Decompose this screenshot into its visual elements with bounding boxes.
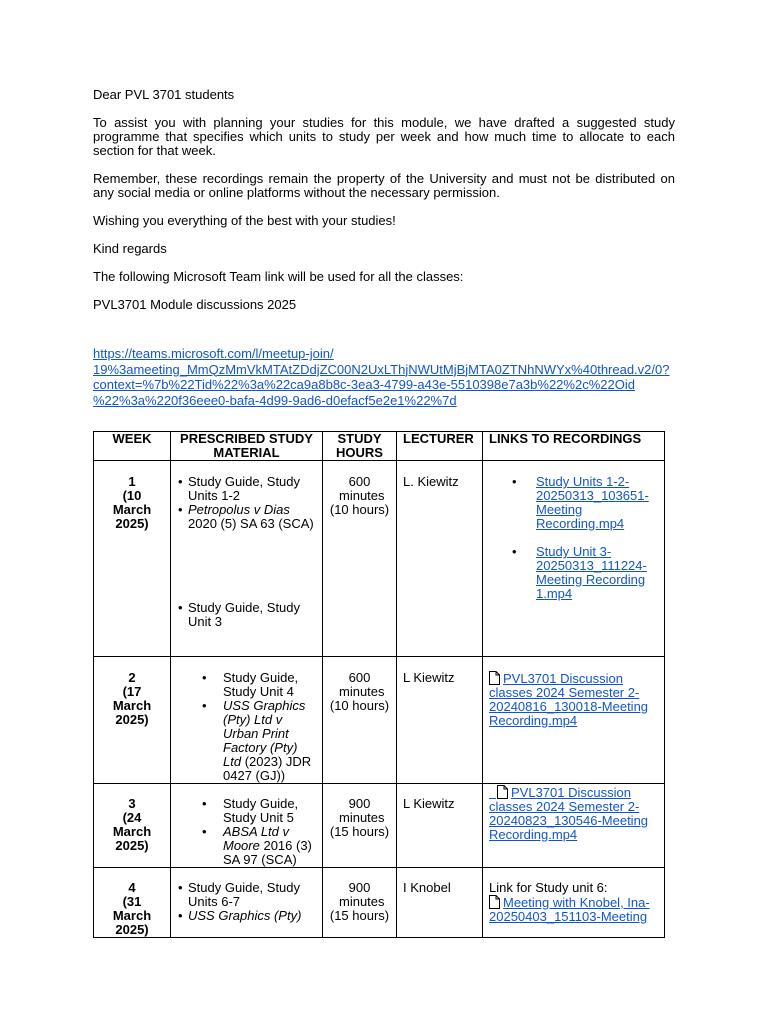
list-item: • Study Guide, Study Units 1-2 <box>171 475 322 503</box>
greeting: Dear PVL 3701 students <box>93 87 235 102</box>
property-notice: Remember, these recordings remain the property of the University and must not be distributed on any social media or online platforms without the necessary permission. <box>93 171 675 200</box>
header-week: WEEK <box>94 432 171 461</box>
list-item: • Petropolus v Dias 2020 (5) SA 63 (SCA) <box>171 503 322 531</box>
hours-cell: 900 minutes (15 hours) <box>323 784 397 868</box>
links-cell <box>483 461 665 657</box>
links-cell <box>483 868 665 938</box>
header-lecturer: LECTURER <box>397 432 483 461</box>
closing: Kind regards <box>93 241 167 256</box>
teams-meeting-link[interactable]: https://teams.microsoft.com/l/meetup-join/ 19%3ameeting_MmQzMmVkMTAtZDdjZC00N2UxLThjNWUtMjBjMTA0ZTNhNWYx%40thread.v2/0? context=%7b%22Tid%22%3a%22ca9a8b8c-3ea3-4799-a43e-5510398e7a3b%22%2c%22Oid %22%3a%220f36eee0-bafa-4d99-9ad6-d0efacf5e2e1%22%7d <box>93 346 670 408</box>
list-item <box>483 545 664 601</box>
material-cell <box>171 784 323 868</box>
week-cell: 1 (10 March 2025) <box>94 461 171 657</box>
document-icon <box>489 671 500 685</box>
list-item: • USS Graphics (Pty) <box>171 909 322 923</box>
document-icon <box>489 895 500 909</box>
hours-cell: 600 minutes (10 hours) <box>323 657 397 784</box>
teams-intro: The following Microsoft Team link will be used for all the classes: <box>93 269 464 284</box>
document-icon <box>489 785 508 799</box>
links-cell <box>483 657 665 784</box>
table-row <box>94 868 665 938</box>
list-item: • Study Guide, Study Units 6-7 <box>171 881 322 909</box>
hours-cell: 900 minutes (15 hours) <box>323 868 397 938</box>
header-material: PRESCRIBED STUDY MATERIAL <box>171 432 323 461</box>
week-cell: 2 (17 March 2025) <box>94 657 171 784</box>
best-wishes: Wishing you everything of the best with your studies! <box>93 213 396 228</box>
recording-link[interactable]: PVL3701 Discussion classes 2024 Semester 2-20240816_130018-Meeting Recording.mp4 <box>489 671 649 728</box>
list-item <box>483 475 664 531</box>
material-cell <box>171 657 323 784</box>
module-title: PVL3701 Module discussions 2025 <box>93 297 297 312</box>
lecturer-cell: L. Kiewitz <box>397 461 483 657</box>
material-cell <box>171 868 323 938</box>
study-programme-table <box>93 431 665 938</box>
recording-link[interactable]: Study Units 1-2-20250313_103651-Meeting Recording.mp4 <box>536 474 649 531</box>
links-cell <box>483 784 665 868</box>
link-intro: Link for Study unit 6: <box>489 880 608 895</box>
table-row <box>94 461 665 657</box>
table-row <box>94 784 665 868</box>
week-cell: 3 (24 March 2025) <box>94 784 171 868</box>
list-item: • Study Guide, Study Unit 5 <box>171 797 322 825</box>
list-item: • ABSA Ltd v Moore 2016 (3) SA 97 (SCA) <box>171 825 322 867</box>
recording-link[interactable]: PVL3701 Discussion classes 2024 Semester 2-20240823_130546-Meeting Recording.mp4 <box>489 785 649 842</box>
header-links: LINKS TO RECORDINGS <box>483 432 665 461</box>
lecturer-cell: L Kiewitz <box>397 784 483 868</box>
list-item: • Study Guide, Study Unit 4 <box>171 671 322 699</box>
header-hours: STUDY HOURS <box>323 432 397 461</box>
material-cell <box>171 461 323 657</box>
table-row <box>94 657 665 784</box>
lecturer-cell: I Knobel <box>397 868 483 938</box>
lecturer-cell: L Kiewitz <box>397 657 483 784</box>
intro-paragraph: To assist you with planning your studies for this module, we have drafted a suggested study programme that specifies which units to study per week and how much time to allocate to each section for that week. <box>93 115 675 158</box>
list-item: • Study Guide, Study Unit 3 <box>171 601 322 629</box>
list-item: • USS Graphics (Pty) Ltd v Urban Print Factory (Pty) Ltd (2023) JDR 0427 (GJ)) <box>171 699 322 783</box>
recording-link[interactable]: Meeting with Knobel, Ina-20250403_151103-Meeting <box>489 895 650 924</box>
week-cell: 4 (31 March 2025) <box>94 868 171 938</box>
recording-link[interactable]: Study Unit 3-20250313_111224-Meeting Recording 1.mp4 <box>536 544 647 601</box>
hours-cell: 600 minutes (10 hours) <box>323 461 397 657</box>
letter <box>93 86 675 408</box>
table-header-row <box>94 432 665 461</box>
